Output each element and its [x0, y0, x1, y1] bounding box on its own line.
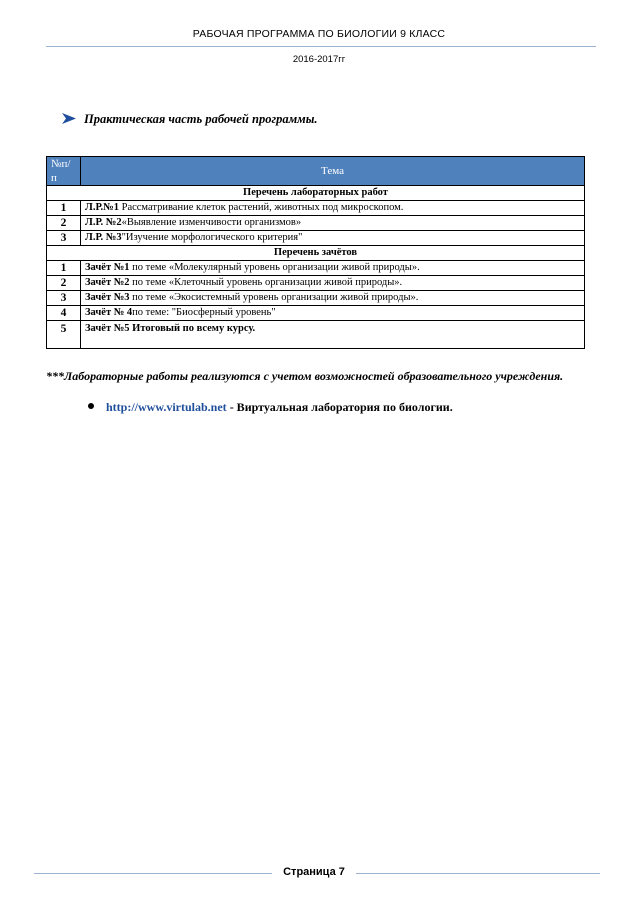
row-label: Зачёт №3: [85, 292, 130, 303]
group-row-tests: [47, 246, 585, 261]
row-topic: [81, 276, 585, 291]
row-text: по теме «Молекулярный уровень организации живой природы».: [129, 262, 420, 273]
row-number: 4: [47, 306, 81, 321]
table-row: [47, 321, 585, 349]
header-rule: [46, 46, 596, 47]
row-number: 5: [47, 321, 81, 349]
row-number: 3: [47, 231, 81, 246]
row-number: 1: [47, 261, 81, 276]
header-title: РАБОЧАЯ ПРОГРАММА ПО БИОЛОГИИ 9 КЛАСС: [192, 28, 446, 40]
row-topic: [81, 201, 585, 216]
page-number: Страница 7: [283, 866, 345, 878]
resource-list-item: [88, 400, 453, 415]
row-number: 2: [47, 216, 81, 231]
table-header-row: [47, 157, 585, 186]
row-topic: [81, 216, 585, 231]
group-title-labs: Перечень лабораторных работ: [47, 186, 585, 201]
virtulab-link[interactable]: http://www.virtulab.net: [106, 400, 227, 414]
row-label: Зачёт №5 Итоговый по всему курсу.: [85, 323, 256, 334]
row-topic: [81, 291, 585, 306]
row-text: «Выявление изменчивости организмов»: [121, 217, 302, 228]
table-row: [47, 231, 585, 246]
table-row: [47, 216, 585, 231]
row-topic: [81, 231, 585, 246]
row-number: 2: [47, 276, 81, 291]
row-label: Зачёт № 4: [85, 307, 133, 318]
row-text: Рассматривание клеток растений, животных под микроскопом.: [118, 202, 404, 213]
row-text: по теме: "Биосферный уровень": [132, 307, 276, 318]
row-label: Зачёт №2: [85, 277, 130, 288]
column-header-num: №п/п: [47, 157, 81, 186]
column-header-topic: Тема: [81, 157, 585, 186]
group-title-tests: Перечень зачётов: [47, 246, 585, 261]
table-row: [47, 201, 585, 216]
table-row: [47, 306, 585, 321]
header-year: 2016-2017гг: [292, 54, 346, 65]
row-text: по теме «Клеточный уровень организации живой природы».: [129, 277, 403, 288]
row-number: 1: [47, 201, 81, 216]
lab-note: ***Лабораторные работы реализуются с учетом возможностей образовательного учреждения.: [46, 369, 564, 383]
row-number: 3: [47, 291, 81, 306]
resource-description: - Виртуальная лаборатория по биологии.: [226, 400, 453, 414]
row-text: "Изучение морфологического критерия": [121, 232, 303, 243]
row-topic: [81, 261, 585, 276]
program-table: [46, 156, 585, 349]
row-label: Л.Р. №3: [85, 232, 122, 243]
row-topic: [81, 306, 585, 321]
bullet-icon: [88, 403, 94, 409]
footer-rule-right: [356, 873, 600, 874]
row-label: Л.Р.№1: [85, 202, 119, 213]
row-topic: [81, 321, 585, 349]
row-text: по теме «Экосистемный уровень организации живой природы».: [129, 292, 419, 303]
row-label: Зачёт №1: [85, 262, 130, 273]
table-row: [47, 261, 585, 276]
row-label: Л.Р. №2: [85, 217, 122, 228]
table-row: [47, 291, 585, 306]
section-heading: [62, 112, 318, 127]
table-row: [47, 276, 585, 291]
section-heading-text: Практическая часть рабочей программы.: [84, 112, 318, 126]
footer-rule-left: [34, 873, 272, 874]
arrow-bullet-icon: [62, 113, 76, 124]
group-row-labs: [47, 186, 585, 201]
